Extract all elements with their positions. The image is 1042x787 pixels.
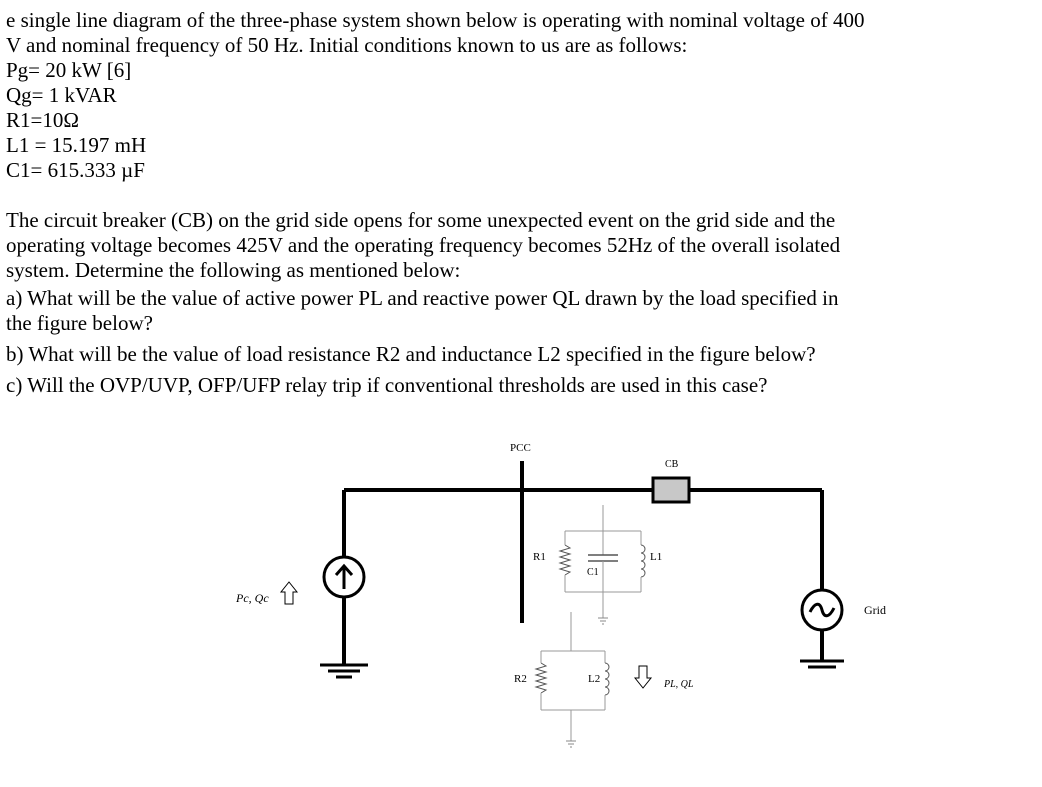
gen-power-label: Pc, Qc (236, 591, 269, 605)
load-ground-icon (566, 741, 576, 747)
circuit-breaker (653, 478, 689, 502)
c1-label: C1 (587, 567, 599, 578)
condition-qg: Qg= 1 kVAR (6, 83, 117, 107)
rlc1-ground-icon (598, 618, 608, 624)
para-line-1: The circuit breaker (CB) on the grid side opens for some unexpected event on the grid side and the (6, 208, 836, 232)
l2-inductor (605, 663, 609, 695)
condition-l1: L1 = 15.197 mH (6, 133, 147, 157)
intro-line-2: V and nominal frequency of 50 Hz. Initial conditions known to us are as follows: (6, 33, 688, 57)
question-a-line-1: a) What will be the value of active power PL and reactive power QL drawn by the load specified in (6, 286, 839, 310)
question-c: c) Will the OVP/UVP, OFP/UFP relay trip if conventional thresholds are used in this case? (6, 373, 768, 397)
cb-label: CB (665, 459, 679, 470)
l2-label: L2 (588, 673, 601, 685)
load-power-label: PL, QL (664, 679, 694, 690)
para-line-3: system. Determine the following as mentioned below: (6, 258, 461, 282)
grid-ground-icon (800, 661, 844, 667)
question-a-line-2: the figure below? (6, 311, 153, 335)
condition-c1: C1= 615.333 µF (6, 158, 145, 182)
l1-label: L1 (650, 551, 663, 563)
question-b: b) What will be the value of load resistance R2 and inductance L2 specified in the figure below? (6, 342, 816, 366)
l1-inductor (641, 545, 645, 577)
intro-line-1: e single line diagram of the three-phase system shown below is operating with nominal voltage of 400 (6, 8, 865, 32)
pcc-label: PCC (510, 442, 531, 454)
condition-r1: R1=10Ω (6, 108, 79, 132)
gen-power-arrow-icon (281, 582, 297, 604)
r2-resistor (536, 663, 546, 693)
condition-pg: Pg= 20 kW [6] (6, 58, 132, 82)
grid-label: Grid (864, 603, 886, 617)
r1-label: R1 (533, 551, 546, 563)
load-power-arrow-icon (635, 666, 651, 688)
para-line-2: operating voltage becomes 425V and the operating frequency becomes 52Hz of the overall isolated (6, 233, 841, 257)
r2-label: R2 (514, 673, 527, 685)
r1-resistor (560, 545, 570, 575)
ground-icon (320, 665, 368, 677)
